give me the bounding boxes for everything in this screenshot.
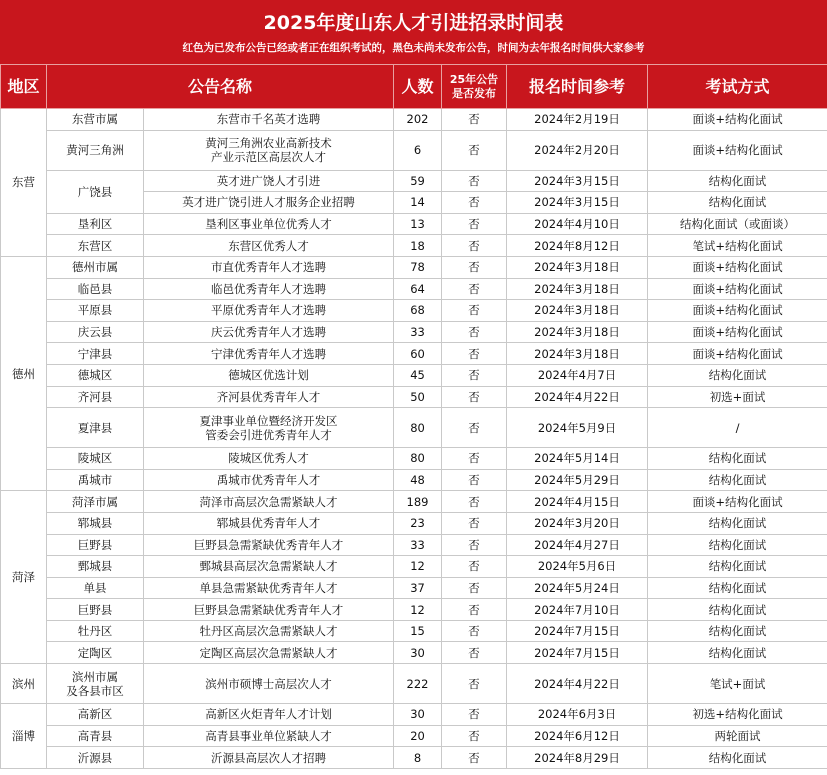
registration-time-cell: 2024年3月18日 (507, 278, 648, 300)
exam-method-cell: 结构化面试 (648, 364, 827, 386)
region-cell: 菏泽 (1, 491, 47, 664)
exam-method-cell: 结构化面试 (648, 747, 827, 769)
exam-method-cell: 面谈+结构化面试 (648, 300, 827, 322)
registration-time-cell: 2024年7月15日 (507, 642, 648, 664)
exam-method-cell: 结构化面试 (648, 170, 827, 192)
published-cell: 否 (442, 747, 507, 769)
registration-time-cell: 2024年3月18日 (507, 321, 648, 343)
unit-cell: 临邑县 (47, 278, 144, 300)
header-announcement-name: 公告名称 (47, 65, 394, 109)
page-subtitle: 红色为已发布公告已经或者正在组织考试的，黑色未尚未发布公告，时间为去年报名时间供大家参考 (182, 42, 645, 54)
registration-time-cell: 2024年6月12日 (507, 725, 648, 747)
unit-cell: 宁津县 (47, 343, 144, 365)
announcement-name-cell (144, 642, 394, 664)
registration-time-cell: 2024年3月20日 (507, 512, 648, 534)
count-cell: 45 (394, 364, 442, 386)
announcement-name-cell (144, 534, 394, 556)
announcement-name-line: 滨州市硕博士高层次人才 (205, 676, 332, 691)
unit-cell: 巨野县 (47, 599, 144, 621)
region-cell: 淄博 (1, 704, 47, 769)
table-row (1, 170, 827, 192)
table-row (1, 256, 827, 278)
announcement-name-line: 管委会引进优秀青年人才 (205, 427, 332, 442)
announcement-name-line: 牡丹区高层次急需紧缺人才 (199, 624, 338, 639)
announcement-name-line: 产业示范区高层次人才 (211, 150, 326, 165)
count-cell: 60 (394, 343, 442, 365)
region-cell: 滨州 (1, 664, 47, 704)
announcement-name-cell (144, 130, 394, 170)
title-banner (0, 0, 827, 64)
published-cell: 否 (442, 725, 507, 747)
unit-cell: 牡丹区 (47, 620, 144, 642)
announcement-name-cell (144, 109, 394, 131)
registration-time-cell: 2024年8月12日 (507, 235, 648, 257)
announcement-name-line: 禹城市优秀青年人才 (216, 473, 321, 488)
count-cell: 78 (394, 256, 442, 278)
published-cell: 否 (442, 534, 507, 556)
count-cell: 37 (394, 577, 442, 599)
announcement-name-line: 英才进广饶人才引进 (216, 173, 321, 188)
exam-method-cell: 两轮面试 (648, 725, 827, 747)
table-row (1, 278, 827, 300)
announcement-name-cell (144, 469, 394, 491)
announcement-name-line: 高青县事业单位紧缺人才 (205, 728, 332, 743)
exam-method-cell: 面谈+结构化面试 (648, 256, 827, 278)
unit-cell: 夏津县 (47, 408, 144, 448)
registration-time-cell: 2024年4月22日 (507, 386, 648, 408)
table-row (1, 300, 827, 322)
unit-cell: 巨野县 (47, 534, 144, 556)
table-row (1, 235, 827, 257)
table-row (1, 364, 827, 386)
registration-time-cell: 2024年3月18日 (507, 300, 648, 322)
unit-cell: 沂源县 (47, 747, 144, 769)
published-cell: 否 (442, 642, 507, 664)
announcement-name-cell (144, 704, 394, 726)
registration-time-cell: 2024年3月15日 (507, 192, 648, 214)
unit-cell: 定陶区 (47, 642, 144, 664)
page-title: 2025年度山东人才引进招录时间表 (263, 12, 564, 34)
header-registration-time: 报名时间参考 (507, 65, 648, 109)
announcement-name-line: 巨野县急需紧缺优秀青年人才 (193, 602, 344, 617)
header-exam-method: 考试方式 (648, 65, 827, 109)
published-cell: 否 (442, 213, 507, 235)
announcement-name-line: 英才进广饶引进人才服务企业招聘 (182, 195, 355, 210)
published-cell: 否 (442, 599, 507, 621)
table-row (1, 725, 827, 747)
count-cell: 12 (394, 556, 442, 578)
announcement-name-line: 菏泽市高层次急需紧缺人才 (199, 494, 338, 509)
count-cell: 33 (394, 534, 442, 556)
region-cell: 德州 (1, 256, 47, 490)
announcement-name-line: 沂源县高层次人才招聘 (211, 750, 326, 765)
published-cell: 否 (442, 109, 507, 131)
published-cell: 否 (442, 408, 507, 448)
announcement-name-line: 平原优秀青年人才选聘 (211, 303, 326, 318)
registration-time-cell: 2024年4月22日 (507, 664, 648, 704)
exam-method-cell: 面谈+结构化面试 (648, 321, 827, 343)
count-cell: 23 (394, 512, 442, 534)
count-cell: 80 (394, 448, 442, 470)
announcement-name-cell (144, 577, 394, 599)
count-cell: 80 (394, 408, 442, 448)
exam-method-cell: 面谈+结构化面试 (648, 109, 827, 131)
count-cell: 59 (394, 170, 442, 192)
published-cell: 否 (442, 577, 507, 599)
exam-method-cell: 结构化面试 (648, 534, 827, 556)
count-cell: 202 (394, 109, 442, 131)
table-row (1, 408, 827, 448)
announcement-name-cell (144, 192, 394, 214)
registration-time-cell: 2024年8月29日 (507, 747, 648, 769)
announcement-name-cell (144, 300, 394, 322)
registration-time-cell: 2024年5月14日 (507, 448, 648, 470)
announcement-name-cell (144, 556, 394, 578)
announcement-name-cell (144, 725, 394, 747)
table-row (1, 556, 827, 578)
exam-method-cell: 面谈+结构化面试 (648, 130, 827, 170)
table-row (1, 620, 827, 642)
announcement-name-line: 定陶区高层次急需紧缺人才 (199, 645, 338, 660)
exam-method-cell: 结构化面试 (648, 577, 827, 599)
unit-cell: 黄河三角洲 (47, 130, 144, 170)
announcement-name-line: 临邑优秀青年人才选聘 (211, 281, 326, 296)
exam-method-cell: 结构化面试 (648, 556, 827, 578)
announcement-name-line: 鄄城县高层次急需紧缺人才 (199, 559, 338, 574)
unit-cell: 德城区 (47, 364, 144, 386)
published-cell: 否 (442, 300, 507, 322)
exam-method-cell: 结构化面试 (648, 469, 827, 491)
registration-time-cell: 2024年4月15日 (507, 491, 648, 513)
count-cell: 50 (394, 386, 442, 408)
exam-method-cell: 笔试+结构化面试 (648, 235, 827, 257)
table-row (1, 599, 827, 621)
unit-cell: 单县 (47, 577, 144, 599)
announcement-name-line: 东营区优秀人才 (228, 238, 309, 253)
count-cell: 18 (394, 235, 442, 257)
published-cell: 否 (442, 448, 507, 470)
count-cell: 14 (394, 192, 442, 214)
header-count: 人数 (394, 65, 442, 109)
header-region: 地区 (1, 65, 47, 109)
published-cell: 否 (442, 343, 507, 365)
exam-method-cell: 笔试+面试 (648, 664, 827, 704)
unit-cell: 高新区 (47, 704, 144, 726)
count-cell: 8 (394, 747, 442, 769)
count-cell: 189 (394, 491, 442, 513)
exam-method-cell: 面谈+结构化面试 (648, 278, 827, 300)
unit-cell: 陵城区 (47, 448, 144, 470)
registration-time-cell: 2024年3月15日 (507, 170, 648, 192)
registration-time-cell: 2024年6月3日 (507, 704, 648, 726)
registration-time-cell: 2024年4月27日 (507, 534, 648, 556)
unit-cell: 德州市属 (47, 256, 144, 278)
announcement-name-cell (144, 256, 394, 278)
announcement-name-line: 巨野县急需紧缺优秀青年人才 (193, 537, 344, 552)
exam-method-cell: 结构化面试 (648, 512, 827, 534)
published-cell: 否 (442, 556, 507, 578)
announcement-name-cell (144, 364, 394, 386)
exam-method-cell: 结构化面试 (648, 599, 827, 621)
announcement-name-cell (144, 235, 394, 257)
exam-method-cell: 结构化面试（或面谈） (648, 213, 827, 235)
announcement-name-cell (144, 321, 394, 343)
announcement-name-line: 高新区火炬青年人才计划 (205, 707, 332, 722)
announcement-name-cell (144, 491, 394, 513)
table-row (1, 448, 827, 470)
table-row (1, 130, 827, 170)
exam-method-cell: 结构化面试 (648, 448, 827, 470)
exam-method-cell: 面谈+结构化面试 (648, 343, 827, 365)
registration-time-cell: 2024年4月10日 (507, 213, 648, 235)
announcement-name-cell (144, 213, 394, 235)
region-cell: 东营 (1, 109, 47, 257)
published-cell: 否 (442, 469, 507, 491)
unit-cell: 广饶县 (47, 170, 144, 213)
unit-cell: 禹城市 (47, 469, 144, 491)
unit-cell: 齐河县 (47, 386, 144, 408)
table-row (1, 343, 827, 365)
announcement-name-line: 陵城区优秀人才 (228, 451, 309, 466)
unit-cell: 郓城县 (47, 512, 144, 534)
announcement-name-cell (144, 278, 394, 300)
recruitment-table (0, 64, 827, 769)
announcement-name-line: 黄河三角洲农业高新技术 (205, 136, 332, 151)
registration-time-cell: 2024年7月10日 (507, 599, 648, 621)
published-cell: 否 (442, 704, 507, 726)
registration-time-cell: 2024年5月9日 (507, 408, 648, 448)
announcement-name-cell (144, 386, 394, 408)
published-cell: 否 (442, 278, 507, 300)
table-row (1, 747, 827, 769)
unit-cell: 东营区 (47, 235, 144, 257)
announcement-name-line: 德城区优选计划 (228, 368, 309, 383)
announcement-name-line: 齐河县优秀青年人才 (216, 389, 321, 404)
table-row (1, 469, 827, 491)
unit-cell: 垦利区 (47, 213, 144, 235)
published-cell: 否 (442, 512, 507, 534)
registration-time-cell: 2024年5月24日 (507, 577, 648, 599)
announcement-name-cell (144, 747, 394, 769)
published-cell: 否 (442, 664, 507, 704)
exam-method-cell: 结构化面试 (648, 192, 827, 214)
unit-cell: 平原县 (47, 300, 144, 322)
table-row (1, 491, 827, 513)
unit-cell: 庆云县 (47, 321, 144, 343)
count-cell: 15 (394, 620, 442, 642)
announcement-name-cell (144, 664, 394, 704)
registration-time-cell: 2024年2月20日 (507, 130, 648, 170)
count-cell: 68 (394, 300, 442, 322)
registration-time-cell: 2024年3月18日 (507, 256, 648, 278)
announcement-name-line: 宁津优秀青年人才选聘 (211, 346, 326, 361)
table-row (1, 321, 827, 343)
unit-cell: 滨州市属 及各县市区 (47, 664, 144, 704)
table-row (1, 213, 827, 235)
table-row (1, 664, 827, 704)
unit-cell: 东营市属 (47, 109, 144, 131)
exam-method-cell: / (648, 408, 827, 448)
unit-cell: 鄄城县 (47, 556, 144, 578)
count-cell: 30 (394, 642, 442, 664)
count-cell: 33 (394, 321, 442, 343)
count-cell: 12 (394, 599, 442, 621)
table-row (1, 577, 827, 599)
announcement-name-line: 市直优秀青年人才选聘 (211, 260, 326, 275)
count-cell: 222 (394, 664, 442, 704)
header-published: 25年公告 是否发布 (442, 65, 507, 109)
registration-time-cell: 2024年4月7日 (507, 364, 648, 386)
registration-time-cell: 2024年2月19日 (507, 109, 648, 131)
published-cell: 否 (442, 364, 507, 386)
published-cell: 否 (442, 235, 507, 257)
unit-cell: 菏泽市属 (47, 491, 144, 513)
announcement-name-cell (144, 599, 394, 621)
table-row (1, 386, 827, 408)
table-header-row (1, 65, 827, 109)
published-cell: 否 (442, 321, 507, 343)
announcement-name-cell (144, 170, 394, 192)
count-cell: 13 (394, 213, 442, 235)
announcement-name-line: 郓城县优秀青年人才 (216, 516, 321, 531)
table-row (1, 534, 827, 556)
unit-cell: 高青县 (47, 725, 144, 747)
registration-time-cell: 2024年5月29日 (507, 469, 648, 491)
registration-time-cell: 2024年7月15日 (507, 620, 648, 642)
published-cell: 否 (442, 620, 507, 642)
announcement-name-line: 夏津事业单位暨经济开发区 (199, 413, 338, 428)
announcement-name-line: 庆云优秀青年人才选聘 (211, 325, 326, 340)
published-cell: 否 (442, 491, 507, 513)
announcement-name-line: 垦利区事业单位优秀人才 (205, 217, 332, 232)
exam-method-cell: 初选+面试 (648, 386, 827, 408)
announcement-name-line: 单县急需紧缺优秀青年人才 (199, 580, 338, 595)
announcement-name-cell (144, 343, 394, 365)
exam-method-cell: 初选+结构化面试 (648, 704, 827, 726)
count-cell: 64 (394, 278, 442, 300)
exam-method-cell: 面谈+结构化面试 (648, 491, 827, 513)
count-cell: 48 (394, 469, 442, 491)
table-row (1, 109, 827, 131)
table-row (1, 704, 827, 726)
announcement-name-line: 东营市千名英才选聘 (216, 112, 321, 127)
table-row (1, 642, 827, 664)
published-cell: 否 (442, 192, 507, 214)
registration-time-cell: 2024年3月18日 (507, 343, 648, 365)
table-row (1, 512, 827, 534)
exam-method-cell: 结构化面试 (648, 620, 827, 642)
exam-method-cell: 结构化面试 (648, 642, 827, 664)
announcement-name-cell (144, 512, 394, 534)
count-cell: 30 (394, 704, 442, 726)
announcement-name-cell (144, 620, 394, 642)
published-cell: 否 (442, 130, 507, 170)
published-cell: 否 (442, 386, 507, 408)
announcement-name-cell (144, 448, 394, 470)
published-cell: 否 (442, 256, 507, 278)
published-cell: 否 (442, 170, 507, 192)
registration-time-cell: 2024年5月6日 (507, 556, 648, 578)
count-cell: 20 (394, 725, 442, 747)
announcement-name-cell (144, 408, 394, 448)
count-cell: 6 (394, 130, 442, 170)
